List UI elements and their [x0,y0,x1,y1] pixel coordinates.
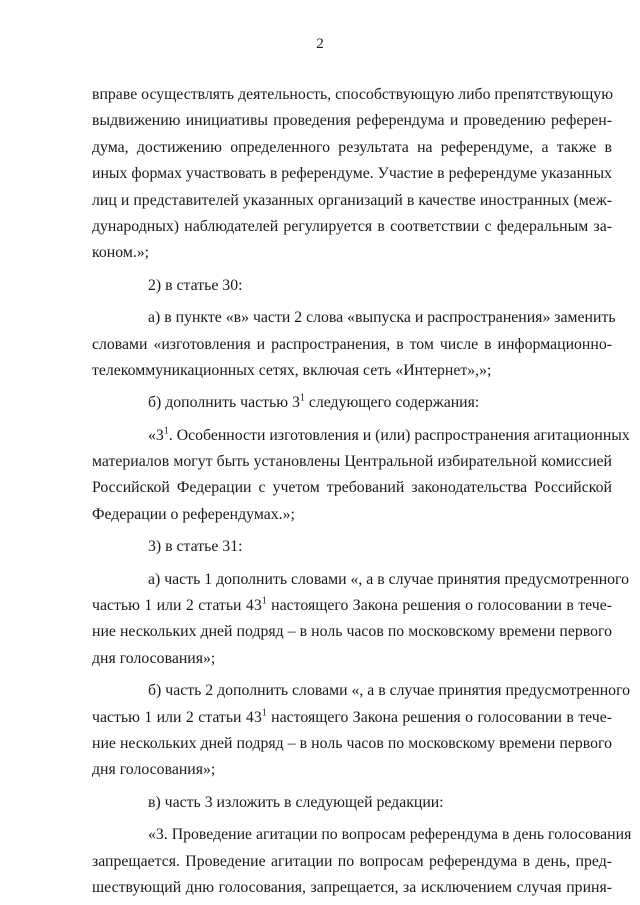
text-line: ние нескольких дней подряд – в ноль часов по московскому времени первого [92,734,612,752]
text-line: иных формах участвовать в референдуме. Участие в референдуме указанных [92,165,612,183]
text-segment: частью 1 или 2 статьи 43 [92,708,262,726]
text-line: а) в пункте «в» части 2 слова «выпуска и распространения» заменить [148,309,616,327]
text-segment: . Особенности изготовления и (или) распространения агитационных [168,426,630,444]
text-line: б) часть 2 дополнить словами «, а в случае принятия предусмотренного [148,682,631,700]
text-line: словами «изготовления и распространения, в том числе в информационно- [92,335,612,353]
superscript: 1 [261,707,267,719]
text-line: лиц и представителей указанных организаций в качестве иностранных (меж- [92,191,612,209]
text-line: «3. Проведение агитации по вопросам референдума в день голосования [148,826,632,844]
text-line: запрещается. Проведение агитации по вопросам референдума в день, пред- [92,852,612,870]
text-line: выдвижению инициативы проведения референдума и проведению референ- [92,112,612,130]
text-line: ние нескольких дней подряд – в ноль часов по московскому времени первого [92,623,612,641]
text-line [92,705,612,731]
page-number: 2 [316,36,324,52]
text-line: дума, достижению определенного результата на референдуме, а также в [92,138,612,156]
superscript: 1 [163,425,169,437]
text-line: дународных) наблюдателей регулируется в соответствии с федеральным за- [92,217,612,235]
text-line [92,390,612,416]
text-line [92,423,630,449]
text-line: телекоммуникационных сетях, включая сеть «Интернет»,»; [92,361,492,379]
text-line: материалов могут быть установлены Центральной избирательной комиссией [92,453,612,471]
text-line: 3) в статье 31: [148,538,243,556]
text-segment: настоящего Закона решения о голосовании в тече- [266,597,612,615]
text-line: дня голосования»; [92,761,216,779]
text-line [92,593,612,619]
text-segment: частью 1 или 2 статьи 43 [92,597,262,615]
text-line: Российской Федерации с учетом требований законодательства Российской [92,479,612,497]
text-segment: настоящего Закона решения о голосовании в тече- [266,708,612,726]
superscript: 1 [299,393,305,405]
text-line: дня голосования»; [92,649,216,667]
text-line: коном.»; [92,244,150,262]
text-segment: «3 [148,426,164,444]
text-line: вправе осуществлять деятельность, способствующую либо препятствующую [92,86,614,103]
text-line: в) часть 3 изложить в следующей редакции: [148,793,444,811]
text-segment: б) дополнить частью 3 [148,394,300,412]
text-line: 2) в статье 30: [148,276,243,294]
text-line: шествующий дню голосования, запрещается, за исключением случая приня- [92,878,612,896]
text-line: а) часть 1 дополнить словами «, а в случае принятия предусмотренного [148,570,630,588]
text-line: Федерации о референдумах.»; [92,505,295,523]
document-body [92,82,632,901]
superscript: 1 [261,595,267,607]
text-segment: следующего содержания: [304,394,480,412]
